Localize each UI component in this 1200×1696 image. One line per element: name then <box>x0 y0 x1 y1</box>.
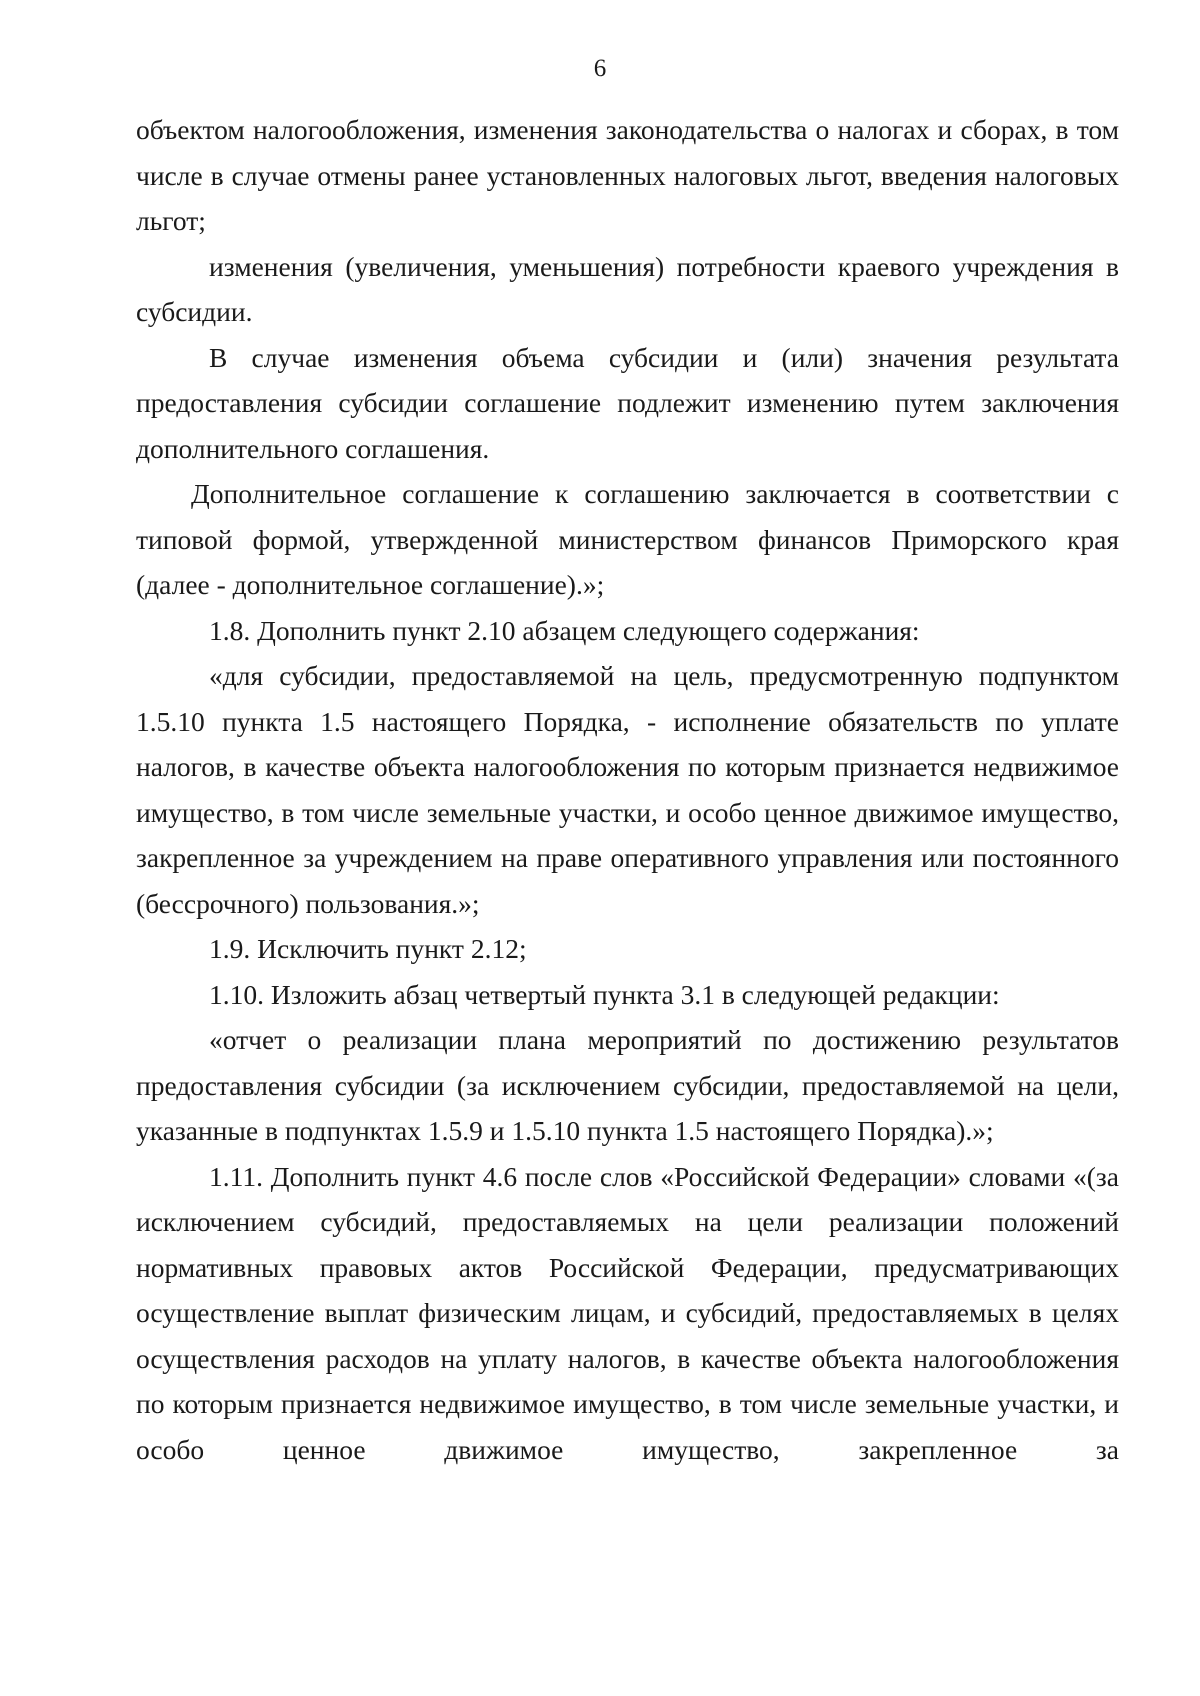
paragraph-quote-1-8: «для субсидии, предоставляемой на цель, предусмотренную подпунктом 1.5.10 пункта 1.5 настоящего Порядка, - исполнение обязательств по уплате налогов, в качестве объекта налогообложения по которым признается недвижимое имущество, в том числе земельные участки, и особо ценное движимое имущество, закрепленное за учреждением на праве оперативного управления или постоянного (бессрочного) пользования.»; <box>136 660 1119 919</box>
paragraph-additional-agreement: Дополнительное соглашение к соглашению заключается в соответствии с типовой формой, утвержденной министерством финансов Приморского края (далее - дополнительное соглашение).»; <box>136 478 1119 600</box>
paragraph-need-change: изменения (увеличения, уменьшения) потребности краевого учреждения в субсидии. <box>136 250 1119 327</box>
paragraph-item-1-8: 1.8. Дополнить пункт 2.10 абзацем следующего содержания: <box>209 614 920 646</box>
paragraph-subsidy-volume-change: В случае изменения объема субсидии и (или) значения результата предоставления субсидии соглашение подлежит изменению путем заключения дополнительного соглашения. <box>136 341 1119 464</box>
paragraph-tax-object: объектом налогообложения, изменения законодательства о налогах и сборах, в том числе в случае отмены ранее установленных налоговых льгот, введения налоговых льгот; <box>136 114 1119 236</box>
paragraph-quote-1-10: «отчет о реализации плана мероприятий по достижению результатов предоставления субсидии (за исключением субсидии, предоставляемой на цели, указанные в подпунктах 1.5.9 и 1.5.10 пункта 1.5 настоящего Порядка).»; <box>136 1024 1119 1146</box>
paragraph-item-1-10: 1.10. Изложить абзац четвертый пункта 3.1 в следующей редакции: <box>209 978 1000 1010</box>
paragraph-item-1-11: 1.11. Дополнить пункт 4.6 после слов «Российской Федерации» словами «(за исключением субсидий, предоставляемых на цели реализации положений нормативных правовых актов Российской Федерации, предусматривающих осуществление выплат физическим лицам, и субсидий, предоставляемых в целях осуществления расходов на уплату налогов, в качестве объекта налогообложения по которым признается недвижимое имущество, в том числе земельные участки, и особо ценное движимое имущество, закрепленное за <box>136 1160 1119 1465</box>
document-body <box>136 107 1119 1472</box>
page-number: 6 <box>593 55 607 82</box>
paragraph-item-1-9: 1.9. Исключить пункт 2.12; <box>209 933 527 964</box>
